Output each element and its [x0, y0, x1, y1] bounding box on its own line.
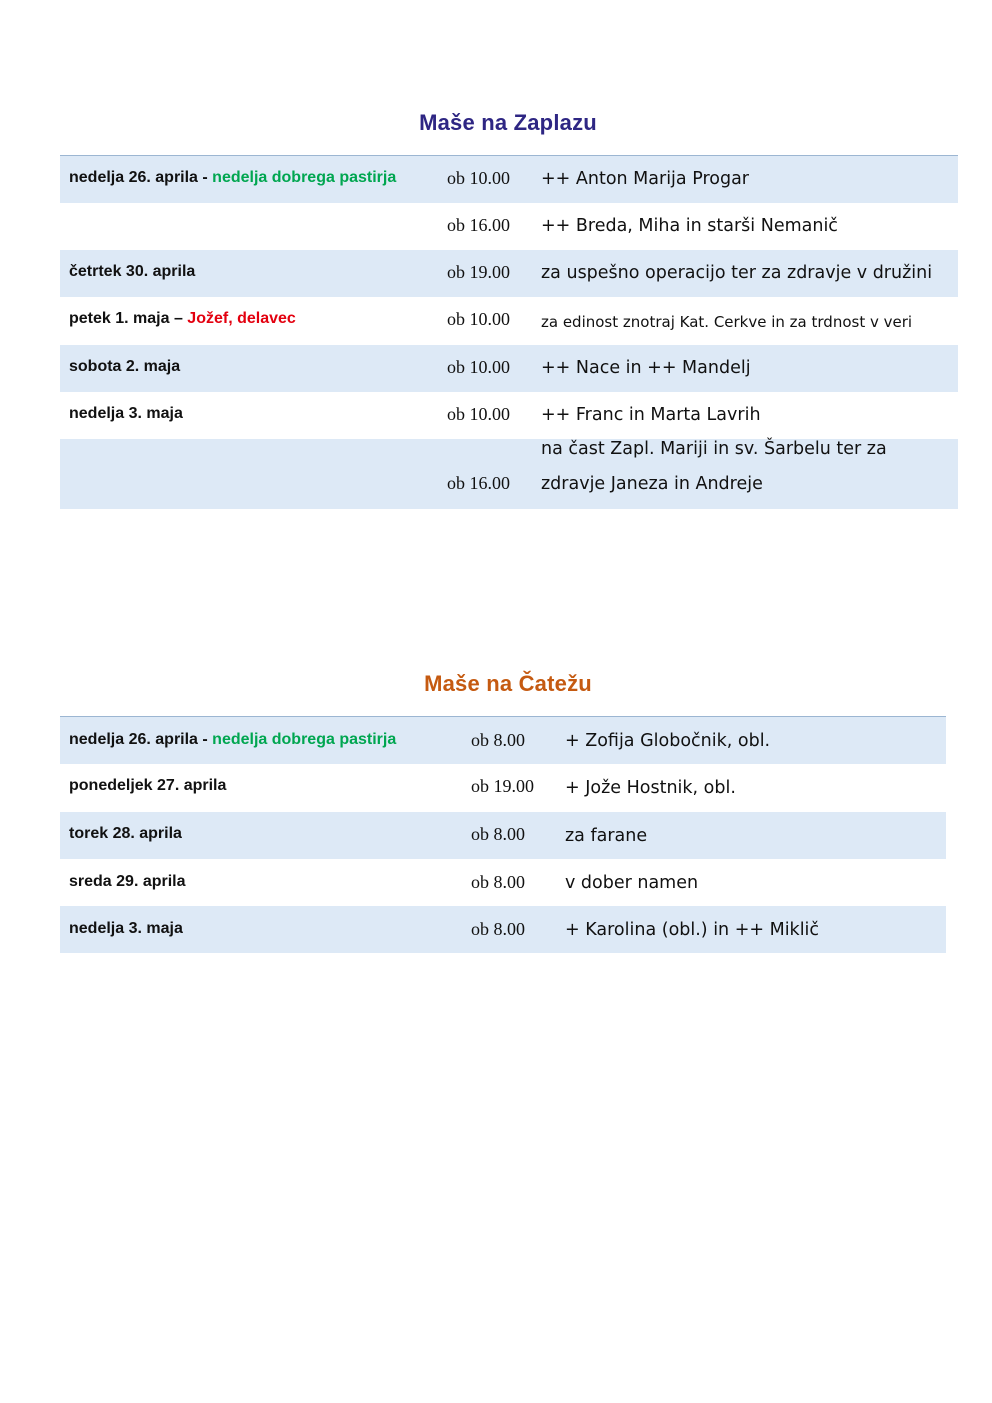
day-cell: ponedeljek 27. aprila — [69, 777, 227, 794]
time-cell: ob 8.00 — [471, 872, 525, 892]
day-label: nedelja 26. aprila — [69, 731, 198, 748]
catez-schedule-table — [60, 716, 946, 953]
intention-cell: za uspešno operacijo ter za zdravje v družini — [541, 263, 933, 283]
table-row — [60, 203, 958, 250]
time-cell: ob 8.00 — [471, 919, 525, 939]
feast-label: Jožef, delavec — [187, 310, 296, 327]
time-cell: ob 19.00 — [471, 776, 534, 796]
separator: - — [197, 731, 213, 748]
day-label: nedelja 26. aprila — [69, 169, 198, 186]
table-row — [60, 439, 958, 509]
time-cell: ob 19.00 — [447, 262, 510, 282]
separator: – — [169, 310, 188, 327]
intention-line-2: zdravje Janeza in Andreje — [541, 474, 763, 494]
time-cell: ob 16.00 — [447, 215, 510, 235]
time-cell: ob 10.00 — [447, 357, 510, 377]
intention-cell: ++ Franc in Marta Lavrih — [541, 405, 761, 425]
zaplaz-schedule-table — [60, 155, 958, 509]
day-cell — [69, 731, 396, 749]
intention-cell: + Karolina (obl.) in ++ Miklič — [565, 920, 820, 940]
separator: - — [197, 169, 213, 186]
time-cell: ob 8.00 — [471, 730, 525, 750]
table-row — [60, 717, 946, 764]
intention-cell: + Jože Hostnik, obl. — [565, 778, 736, 798]
time-cell: ob 16.00 — [447, 473, 510, 493]
day-cell: sreda 29. aprila — [69, 873, 186, 890]
table-row — [60, 345, 958, 392]
day-cell: nedelja 3. maja — [69, 920, 183, 937]
intention-cell: ++ Nace in ++ Mandelj — [541, 358, 751, 378]
table-row — [60, 392, 958, 439]
day-cell — [69, 169, 396, 187]
table-row — [60, 764, 946, 812]
day-label: petek 1. maja — [69, 310, 170, 327]
intention-cell: + Zofija Globočnik, obl. — [565, 731, 771, 751]
feast-label: nedelja dobrega pastirja — [212, 169, 397, 186]
feast-label: nedelja dobrega pastirja — [212, 731, 397, 748]
intention-cell: za edinost znotraj Kat. Cerkve in za trdnost v veri — [541, 313, 913, 331]
intention-cell: ++ Breda, Miha in starši Nemanič — [541, 216, 838, 236]
day-cell — [69, 310, 296, 328]
table-row — [60, 156, 958, 203]
table-row — [60, 297, 958, 345]
table-row — [60, 812, 946, 859]
intention-line-1: na čast Zapl. Mariji in sv. Šarbelu ter za — [541, 439, 887, 459]
time-cell: ob 8.00 — [471, 824, 525, 844]
intention-cell: za farane — [565, 826, 648, 846]
day-cell: četrtek 30. aprila — [69, 263, 196, 280]
table-row — [60, 906, 946, 953]
time-cell: ob 10.00 — [447, 168, 510, 188]
time-cell: ob 10.00 — [447, 309, 510, 329]
intention-cell: v dober namen — [565, 873, 699, 893]
day-cell: nedelja 3. maja — [69, 405, 183, 422]
day-cell: sobota 2. maja — [69, 358, 181, 375]
catez-title: Maše na Čatežu — [424, 671, 592, 696]
day-cell: torek 28. aprila — [69, 825, 182, 842]
zaplaz-title: Maše na Zaplazu — [419, 110, 597, 135]
time-cell: ob 10.00 — [447, 404, 510, 424]
intention-cell: ++ Anton Marija Progar — [541, 169, 749, 189]
table-row — [60, 859, 946, 906]
table-row — [60, 250, 958, 297]
